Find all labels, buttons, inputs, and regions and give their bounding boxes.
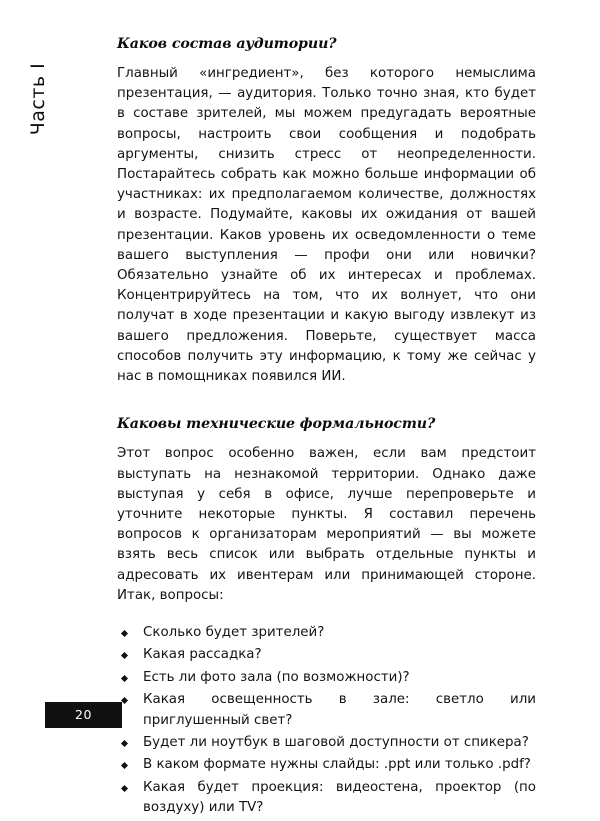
paragraph-audience: Главный «ингредиент», без которого немыслима презентация, — аудитория. Только точно зная, кто будет в составе зрителей, мы можем предугадать вероятные вопросы, настроить свои сообщения и подобрать аргументы, снизить стресс от неопределенности. Постарайтесь собрать как можно больше информации об участниках: их предполагаемом количестве, должностях и возрасте. Подумайте, каковы их ожидания от вашей презентации. Каков уровень их осведомленности о теме вашего выступления — профи они или новички? Обязательно узнайте об их интересах и проблемах. Концентрируйтесь на том, что их волнует, что они получат в ходе презентации и какую выгоду извлекут из вашего предложения. Поверьте, существует масса способов получить эту информацию, к тому же сейчас у нас в помощниках появился ИИ. [117, 66, 536, 385]
list-item-label: Есть ли фото зала (по возможности)? [143, 669, 410, 685]
list-item-label: Какая освещенность в зале: светло или приглушенный свет? [143, 692, 536, 728]
list-item-label: Будет ли ноутбук в шаговой доступности от спикера? [143, 734, 529, 750]
list-item-label: Какая будет проекция: видеостена, проектор (по воздуху) или TV? [143, 779, 536, 816]
text-column [117, 36, 536, 821]
diamond-bullet-icon [121, 740, 128, 747]
running-head-label: Часть I [27, 62, 49, 136]
page-number-box [45, 702, 122, 728]
list-item [117, 755, 536, 775]
list-item [117, 668, 536, 688]
section-heading-technical: Каковы технические формальности? [117, 416, 436, 433]
section-heading-audience: Каков состав аудитории? [117, 36, 337, 52]
diamond-bullet-icon [121, 785, 128, 792]
list-item-label: Какая рассадка? [143, 647, 262, 663]
list-item-label: Сколько будет зрителей? [143, 624, 325, 640]
list-item [117, 623, 536, 643]
list-item [117, 645, 536, 665]
list-item [117, 690, 536, 731]
running-head [0, 40, 110, 170]
diamond-bullet-icon [121, 697, 128, 704]
list-item [117, 733, 536, 753]
diamond-bullet-icon [121, 652, 128, 659]
paragraph-spacer [117, 387, 536, 416]
list-item [117, 778, 536, 819]
list-item-label: В каком формате нужны слайды: .ppt или только .pdf? [143, 757, 531, 773]
paragraph-technical: Этот вопрос особенно важен, если вам предстоит выступать на незнакомой территории. Однако даже выступая у себя в офисе, лучше перепроверьте и уточните некоторые пункты. Я составил перечень вопросов к организаторам мероприятий — вы можете взять весь список или выбрать отдельные пункты и адресовать их ивентерам или принимающей стороне. Итак, вопросы: [117, 446, 536, 603]
page-number: 20 [74, 706, 93, 722]
diamond-bullet-icon [121, 675, 128, 682]
list-spacer [117, 606, 536, 623]
diamond-bullet-icon [121, 762, 128, 769]
question-list [117, 623, 536, 819]
diamond-bullet-icon [121, 630, 128, 637]
